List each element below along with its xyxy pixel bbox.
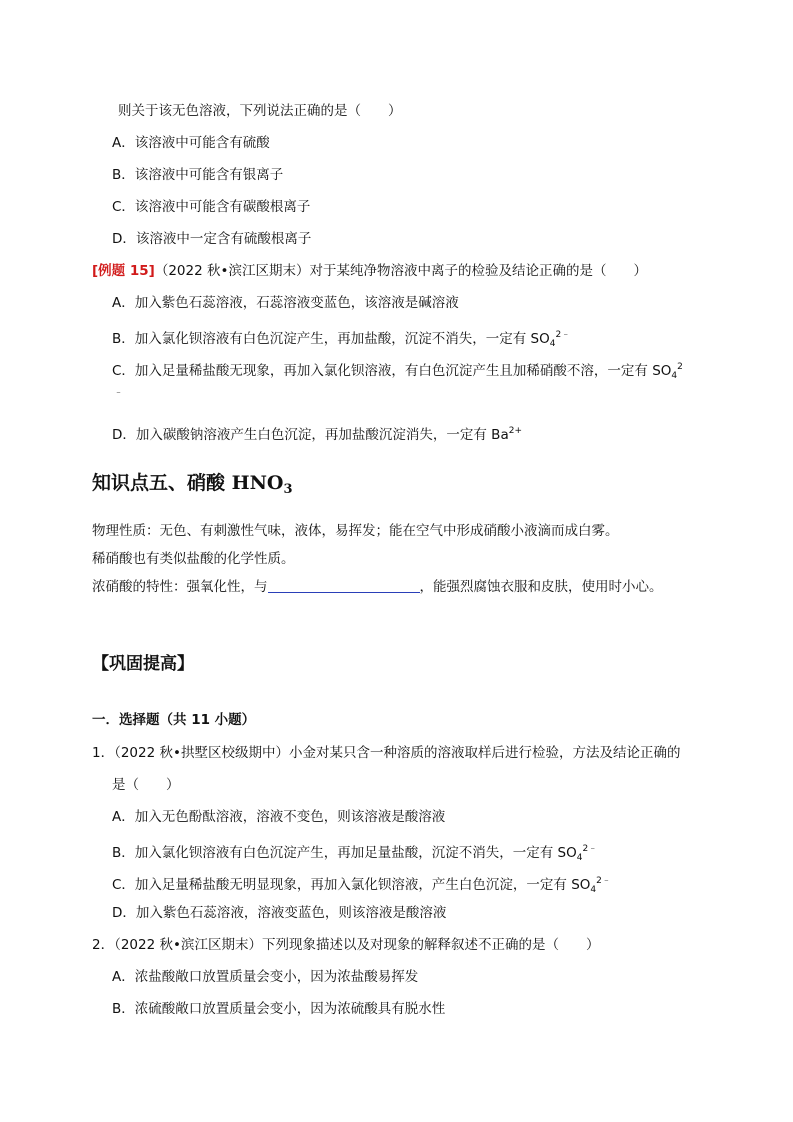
q2-stem: 2．（2022 秋•滨江区期末）下列现象描述以及对现象的解释叙述不正确的是（ ） xyxy=(92,937,600,953)
q1-option-b-text: B．加入氯化钡溶液有白色沉淀产生，再加足量盐酸，沉淀不消失，一定有 SO xyxy=(112,845,577,861)
q1-option-b-sub: 4 xyxy=(576,853,583,863)
example-option-b xyxy=(112,326,570,353)
example-option-d-text: D．加入碳酸钠溶液产生白色沉淀，再加盐酸沉淀消失，一定有 Ba xyxy=(112,427,509,443)
example-15-stem xyxy=(92,262,647,280)
example-option-c-sup: 2 xyxy=(677,362,683,372)
q1-option-b-sup: 2﹣ xyxy=(582,844,598,854)
example-option-c-wrap: ﹣ xyxy=(114,388,124,398)
option-c: C．该溶液中可能含有碳酸根离子 xyxy=(112,199,311,215)
fill-in-blank[interactable] xyxy=(268,578,420,593)
option-a: A．该溶液中可能含有硫酸 xyxy=(112,135,270,151)
dilute-nitric-acid: 稀硝酸也有类似盐酸的化学性质。 xyxy=(92,551,295,567)
physical-properties: 物理性质：无色、有刺激性气味，液体，易挥发；能在空气中形成硝酸小液滴而成白雾。 xyxy=(92,523,619,539)
section-title-text: 知识点五、硝酸 HNO xyxy=(92,472,284,494)
q1-option-a: A．加入无色酚酞溶液，溶液不变色，则该溶液是酸溶液 xyxy=(112,809,446,825)
consolidate-heading: 【巩固提高】 xyxy=(92,654,194,674)
q1-option-c-text: C．加入足量稀盐酸无明显现象，再加入氯化钡溶液，产生白色沉淀，一定有 SO xyxy=(112,877,591,893)
example-option-c xyxy=(112,358,683,385)
q1-option-d: D．加入紫色石蕊溶液，溶液变蓝色，则该溶液是酸溶液 xyxy=(112,905,447,921)
q1-stem-line1: 1．（2022 秋•拱墅区校级期中）小金对某只含一种溶质的溶液取样后进行检验，方法及结论正确的 xyxy=(92,745,681,761)
example-tag: [例题 15] xyxy=(92,263,155,279)
q2-option-b: B．浓硫酸敞口放置质量会变小，因为浓硫酸具有脱水性 xyxy=(112,1001,446,1017)
example-stem-text: （2022 秋•滨江区期末）对于某纯净物溶液中离子的检验及结论正确的是（ ） xyxy=(154,263,647,279)
example-option-d-sup: 2+ xyxy=(508,426,523,436)
example-option-a: A．加入紫色石蕊溶液，石蕊溶液变蓝色，该溶液是碱溶液 xyxy=(112,295,459,311)
concentrated-text-pre: 浓硝酸的特性：强氧化性，与 xyxy=(92,579,268,595)
concentrated-nitric-acid xyxy=(92,578,663,596)
question-intro-line: 则关于该无色溶液，下列说法正确的是（ ） xyxy=(118,103,402,119)
q1-option-c-sub: 4 xyxy=(590,885,597,895)
q2-option-a: A．浓盐酸敞口放置质量会变小，因为浓盐酸易挥发 xyxy=(112,969,419,985)
example-option-c-sub: 4 xyxy=(671,371,678,381)
concentrated-text-post: ，能强烈腐蚀衣服和皮肤，使用时小心。 xyxy=(419,579,663,595)
option-b: B．该溶液中可能含有银离子 xyxy=(112,167,284,183)
example-option-b-sub: 4 xyxy=(549,339,556,349)
example-option-b-text: B．加入氯化钡溶液有白色沉淀产生，再加盐酸，沉淀不消失，一定有 SO xyxy=(112,331,550,347)
q1-option-c-sup: 2﹣ xyxy=(596,876,611,886)
section-title-sub: 3 xyxy=(283,482,293,497)
example-option-c-text: C．加入足量稀盐酸无现象，再加入氯化钡溶液，有白色沉淀产生且加稀硝酸不溶，一定有 SO xyxy=(112,363,672,379)
q1-stem-line2: 是（ ） xyxy=(112,777,180,793)
choice-questions-heading: 一．选择题（共 11 小题） xyxy=(92,712,256,728)
option-d: D．该溶液中一定含有硫酸根离子 xyxy=(112,231,312,247)
section-title xyxy=(92,470,293,503)
example-option-d xyxy=(112,422,522,444)
q1-option-b xyxy=(112,840,597,867)
example-option-b-sup: 2﹣ xyxy=(555,330,571,340)
q1-option-c xyxy=(112,872,611,899)
